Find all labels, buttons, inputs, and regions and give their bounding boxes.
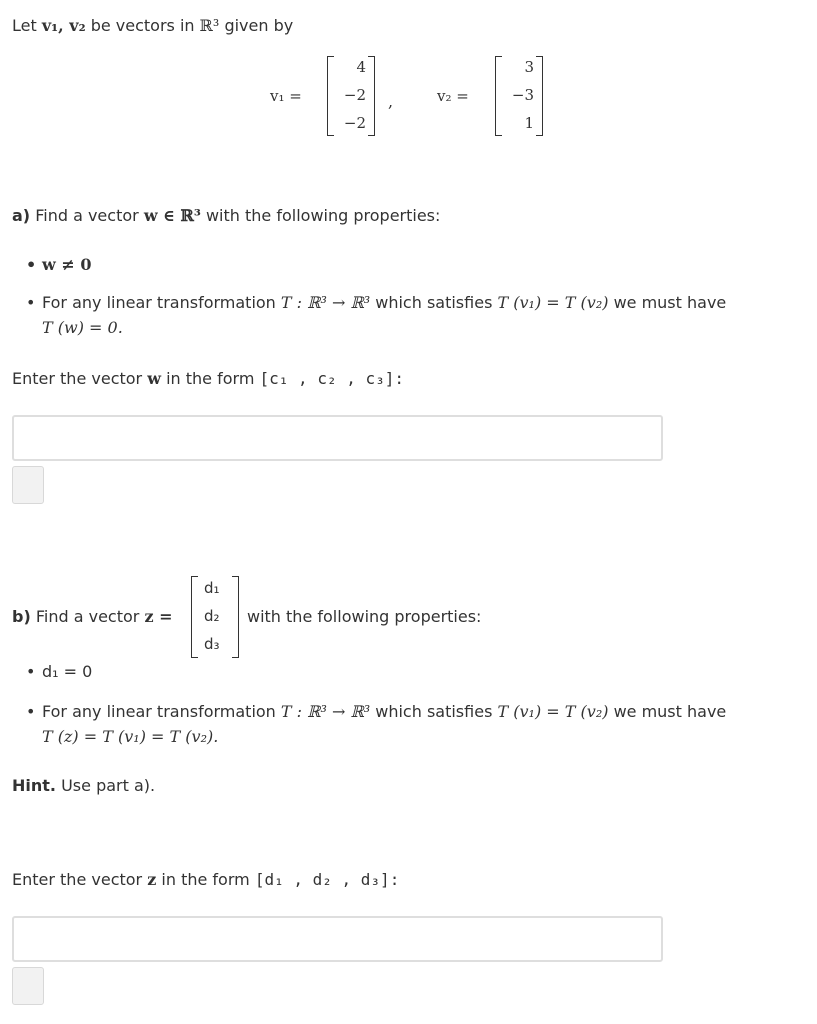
part-b-d3: d₃ bbox=[204, 635, 220, 653]
v1-entry-2: −2 bbox=[343, 86, 366, 104]
vector-separator: , bbox=[388, 92, 394, 111]
hint-text: Use part a). bbox=[61, 776, 156, 795]
part-a-b2-math2: T (v₁) = T (v₂) bbox=[497, 293, 609, 312]
v1-entry-3: −2 bbox=[343, 114, 366, 132]
part-a-text: Find a vector bbox=[35, 206, 139, 225]
part-a-enter-mid: in the form bbox=[166, 369, 255, 388]
part-b-z-eq: z = bbox=[144, 607, 173, 626]
part-b-enter-line bbox=[12, 870, 399, 889]
intro-line bbox=[12, 16, 293, 35]
intro-middle: be vectors in bbox=[90, 16, 195, 35]
part-b-text2: with the following properties: bbox=[247, 607, 482, 626]
part-a-enter-line bbox=[12, 369, 404, 388]
part-a-b2-post: we must have bbox=[613, 293, 727, 312]
part-b-label: b) bbox=[12, 607, 31, 626]
part-b-d-matrix bbox=[191, 576, 239, 658]
part-b-b2-mid: which satisfies bbox=[375, 702, 493, 721]
v2-entry-3: 1 bbox=[524, 114, 534, 132]
part-b-enter-mid: in the form bbox=[161, 870, 250, 889]
v1-label: v₁ = bbox=[270, 87, 302, 105]
part-a-text2: with the following properties: bbox=[205, 206, 441, 225]
v2-entry-1: 3 bbox=[524, 58, 534, 76]
part-a-w-in: w ∈ ℝ³ bbox=[143, 206, 201, 225]
part-b-bullet-2 bbox=[42, 702, 726, 721]
part-a-bullet-1: • w ≠ 0 bbox=[42, 255, 91, 274]
v1-matrix bbox=[327, 56, 375, 136]
intro-vectors: v₁, v₂ bbox=[41, 16, 86, 35]
part-a-label: a) bbox=[12, 206, 31, 225]
v1-entry-1: 4 bbox=[356, 58, 366, 76]
part-a-enter-var: w bbox=[147, 369, 161, 388]
part-b-text: Find a vector bbox=[35, 607, 140, 626]
v2-matrix bbox=[495, 56, 543, 136]
part-a-heading bbox=[12, 206, 440, 225]
part-b-bullet-2-line2: T (z) = T (v₁) = T (v₂). bbox=[42, 727, 219, 746]
intro-space: ℝ³ bbox=[199, 16, 220, 35]
part-b-d2: d₂ bbox=[204, 607, 220, 625]
part-b-b2-math: T : ℝ³ → ℝ³ bbox=[280, 702, 371, 721]
part-a-enter-pre: Enter the vector bbox=[12, 369, 143, 388]
part-a-enter-form: [c₁ , c₂ , c₃]: bbox=[259, 369, 405, 388]
part-a-bullet-2-line2: T (w) = 0. bbox=[42, 318, 123, 337]
part-a-b2-pre: For any linear transformation bbox=[42, 293, 276, 312]
part-b-b2-post: we must have bbox=[613, 702, 727, 721]
v2-entry-2: −3 bbox=[511, 86, 534, 104]
part-a-b2-mid: which satisfies bbox=[375, 293, 493, 312]
part-b-b2-pre: For any linear transformation bbox=[42, 702, 276, 721]
part-a-bullet-2 bbox=[42, 293, 726, 312]
part-a-b2-math: T : ℝ³ → ℝ³ bbox=[280, 293, 371, 312]
part-b-d1: d₁ bbox=[204, 579, 220, 597]
intro-prefix: Let bbox=[12, 16, 37, 35]
part-b-hint bbox=[12, 776, 155, 795]
intro-suffix: given by bbox=[224, 16, 294, 35]
part-b-enter-var: z bbox=[147, 870, 157, 889]
v2-label: v₂ = bbox=[437, 87, 469, 105]
part-b-enter-pre: Enter the vector bbox=[12, 870, 143, 889]
part-a-preview-button[interactable] bbox=[12, 466, 44, 504]
part-b-bullet-1: • d₁ = 0 bbox=[42, 662, 92, 681]
part-b-heading-start bbox=[12, 607, 173, 626]
part-b-b2-math2: T (v₁) = T (v₂) bbox=[497, 702, 609, 721]
part-b-preview-button[interactable] bbox=[12, 967, 44, 1005]
hint-label: Hint. bbox=[12, 776, 56, 795]
part-b-answer-input[interactable] bbox=[12, 916, 663, 962]
part-b-enter-form: [d₁ , d₂ , d₃]: bbox=[254, 870, 400, 889]
part-a-answer-input[interactable] bbox=[12, 415, 663, 461]
